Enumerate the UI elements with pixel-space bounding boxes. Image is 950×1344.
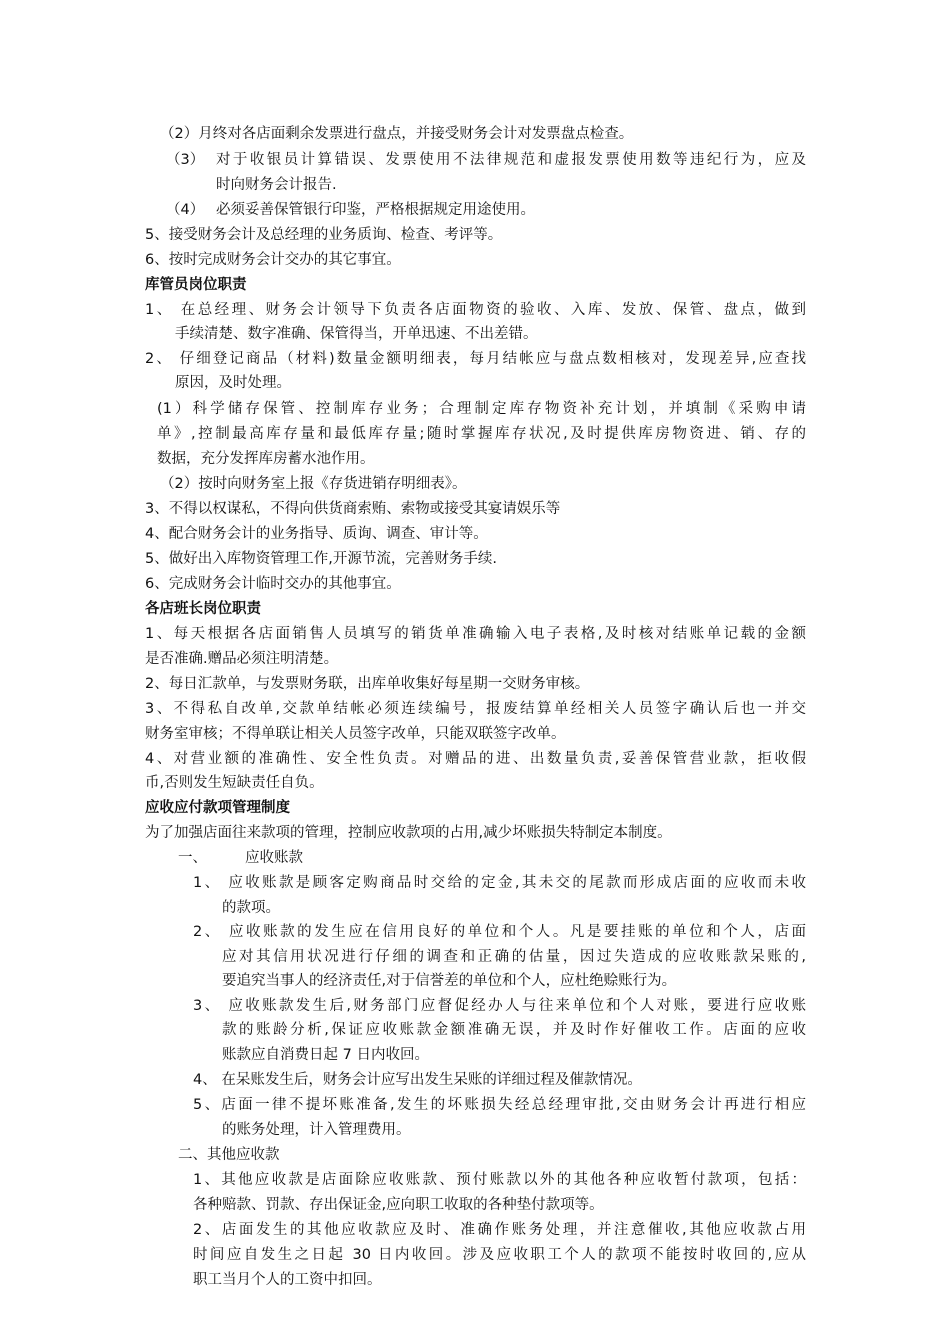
warehouse-s1-line-1: (1）科学储存保管、控制库存业务；合理制定库存物资补充计划，并填制《采购申请 bbox=[157, 401, 806, 417]
receivable-b2-line-2: 时间应自发生之日起 30 日内收回。涉及应收职工个人的款项不能按时收回的,应从 bbox=[193, 1247, 806, 1263]
warehouse-heading: 库管员岗位职责 bbox=[145, 277, 247, 293]
receivable-b2-line-1: 2、店面发生的其他应收款应及时、准确作账务处理，并注意催收,其他应收款占用 bbox=[193, 1222, 806, 1238]
cashier-item-3-line-1: 对于收银员计算错误、发票使用不法律规范和虚报发票使用数等违纪行为，应及 bbox=[216, 152, 806, 168]
warehouse-p1-line-1: 1、 在总经理、财务会计领导下负责各店面物资的验收、入库、发放、保管、盘点，做到 bbox=[145, 302, 806, 318]
receivable-a3-line-1: 3、 应收账款发生后,财务部门应督促经办人与往来单位和个人对账，要进行应收账 bbox=[193, 998, 806, 1014]
warehouse-p6: 6、完成财务会计临时交办的其他事宜。 bbox=[145, 576, 401, 592]
receivable-b2-line-3: 职工当月个人的工资中扣回。 bbox=[193, 1272, 382, 1288]
warehouse-p2-line-1: 2、 仔细登记商品（材料)数量金额明细表，每月结帐应与盘点数相核对，发现差异,应查找 bbox=[145, 351, 806, 367]
receivable-b1-line-1: 1、其他应收款是店面除应收账款、预付账款以外的其他各种应收暂付款项，包括： bbox=[193, 1172, 806, 1188]
receivable-a1-line-2: 的款项。 bbox=[222, 900, 280, 916]
warehouse-s2: （2）按时向财务室上报《存货进销存明细表》。 bbox=[160, 476, 467, 492]
warehouse-p3: 3、不得以权谋私，不得向供货商索贿、索物或接受其宴请娱乐等 bbox=[145, 501, 561, 517]
shift-p4-line-1: 4、对营业额的准确性、安全性负责。对赠品的进、出数量负责,妥善保管营业款，拒收假 bbox=[145, 751, 806, 767]
receivable-intro: 为了加强店面往来款项的管理，控制应收款项的占用,减少坏账损失特制定本制度。 bbox=[145, 825, 672, 841]
receivable-a3-line-2: 款的账龄分析,保证应收账款金额准确无误，并及时作好催收工作。店面的应收 bbox=[222, 1022, 806, 1038]
part-2-title: 二、其他应收款 bbox=[178, 1147, 280, 1163]
warehouse-p5: 5、做好出入库物资管理工作,开源节流，完善财务手续. bbox=[145, 551, 497, 567]
receivable-a5-line-1: 5、店面一律不提坏账准备,发生的坏账损失经总经理审批,交由财务会计再进行相应 bbox=[193, 1097, 806, 1113]
shift-p3-line-1: 3、不得私自改单,交款单结帐必须连续编号，报废结算单经相关人员签字确认后也一并交 bbox=[145, 701, 806, 717]
receivable-a4: 4、 在呆账发生后，财务会计应写出发生呆账的详细过程及催款情况。 bbox=[193, 1072, 642, 1088]
shift-p4-line-2: 币,否则发生短缺责任自负。 bbox=[145, 775, 324, 791]
shift-p1-line-2: 是否准确.赠品必须注明清楚。 bbox=[145, 651, 339, 667]
warehouse-p2-line-2: 原因，及时处理。 bbox=[175, 375, 291, 391]
shift-p2: 2、每日汇款单，与发票财务联，出库单收集好每星期一交财务审核。 bbox=[145, 676, 590, 692]
warehouse-s1-line-2: 单》,控制最高库存量和最低库存量;随时掌握库存状况,及时提供库房物资进、销、存的 bbox=[157, 426, 806, 442]
part-1-title: 应收账款 bbox=[245, 850, 303, 866]
receivable-heading: 应收应付款项管理制度 bbox=[145, 800, 290, 816]
warehouse-s1-line-3: 数据，充分发挥库房蓄水池作用。 bbox=[157, 451, 375, 467]
shift-heading: 各店班长岗位职责 bbox=[145, 601, 261, 617]
cashier-item-4-text: 必须妥善保管银行印鉴，严格根据规定用途使用。 bbox=[216, 202, 535, 218]
receivable-a2-line-2: 应对其信用状况进行仔细的调查和正确的估量，因过失造成的应收账款呆账的, bbox=[222, 949, 806, 965]
cashier-item-4-num: （4） bbox=[166, 202, 205, 218]
cashier-item-2: （2）月终对各店面剩余发票进行盘点，并接受财务会计对发票盘点检查。 bbox=[160, 126, 634, 142]
warehouse-p4: 4、配合财务会计的业务指导、质询、调查、审计等。 bbox=[145, 526, 488, 542]
cashier-point-6: 6、按时完成财务会计交办的其它事宜。 bbox=[145, 252, 401, 268]
shift-p3-line-2: 财务室审核；不得单联让相关人员签字改单，只能双联签字改单。 bbox=[145, 726, 566, 742]
warehouse-p1-line-2: 手续清楚、数字准确、保管得当，开单迅速、不出差错。 bbox=[175, 326, 538, 342]
receivable-a1-line-1: 1、 应收账款是顾客定购商品时交给的定金,其未交的尾款而形成店面的应收而未收 bbox=[193, 875, 806, 891]
receivable-b1-line-2: 各种赔款、罚款、存出保证金,应向职工收取的各种垫付款项等。 bbox=[193, 1197, 604, 1213]
receivable-a5-line-2: 的账务处理，计入管理费用。 bbox=[222, 1122, 411, 1138]
cashier-item-3-num: （3） bbox=[166, 152, 205, 168]
receivable-a2-line-3: 要追究当事人的经济责任,对于信誉差的单位和个人，应杜绝赊账行为。 bbox=[222, 973, 677, 989]
part-1-number: 一、 bbox=[178, 850, 207, 866]
cashier-point-5: 5、接受财务会计及总经理的业务质询、检查、考评等。 bbox=[145, 227, 503, 243]
shift-p1-line-1: 1、每天根据各店面销售人员填写的销货单准确输入电子表格,及时核对结账单记载的金额 bbox=[145, 626, 806, 642]
receivable-a2-line-1: 2、 应收账款的发生应在信用良好的单位和个人。凡是要挂账的单位和个人，店面 bbox=[193, 924, 806, 940]
receivable-a3-line-3: 账款应自消费日起 7 日内收回。 bbox=[222, 1047, 429, 1063]
cashier-item-3-line-2: 时向财务会计报告. bbox=[216, 177, 337, 193]
